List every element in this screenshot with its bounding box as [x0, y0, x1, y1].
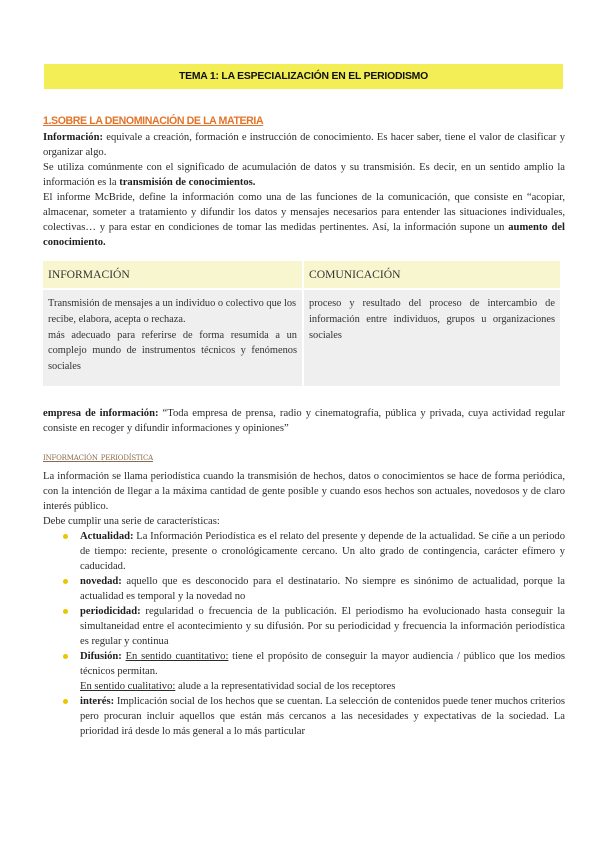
paragraph-text: Se utiliza comúnmente con el significado de acumulación de datos y su transmisión. Es decir, en un sentido amplio la información es la — [43, 162, 565, 188]
paragraph-text: “Toda empresa de prensa, radio y cinematografía, pública y privada, cuya actividad regular consiste en recoger y difundir informaciones y opiniones” — [43, 408, 565, 434]
bold-phrase: aumento del conocimiento. — [43, 222, 565, 248]
section-heading-2: información periodística — [43, 452, 153, 463]
paragraph-transmision — [43, 160, 565, 190]
bullet-icon — [63, 654, 68, 659]
paragraph-intro: La información se llama periodística cuando la transmisión de hechos, datos o conocimientos se hace de forma periódica, con la intención de llegar a la máxima cantidad de gente posible y cuando esos hechos son actuales, novedosos y de claro interés público. — [43, 471, 565, 512]
term-empresa: empresa de información: — [43, 408, 159, 419]
table-header-row — [43, 261, 560, 288]
bullet-icon — [63, 534, 68, 539]
features-list — [43, 529, 565, 679]
document-body — [43, 114, 565, 739]
item-text: tiene el propósito de conseguir la mayor audiencia / público que los medios técnicos permitan. — [80, 651, 565, 677]
paragraph-intro2: Debe cumplir una serie de características: — [43, 516, 220, 527]
cell-line: Transmisión de mensajes a un individuo o colectivo que los recibe, elabora, acepta o rechaza. — [48, 298, 297, 325]
item-term: Difusión: — [80, 651, 122, 662]
term-informacion: Información: — [43, 132, 104, 143]
list-item-difusion — [43, 649, 565, 679]
document-title: TEMA 1: LA ESPECIALIZACIÓN EN EL PERIODISMO — [44, 64, 563, 89]
item-term: interés: — [80, 696, 115, 707]
bullet-icon — [63, 609, 68, 614]
item-term: novedad: — [80, 576, 122, 587]
bold-phrase: transmisión de conocimientos. — [119, 177, 256, 188]
list-item-interes — [43, 694, 565, 739]
item-term: periodicidad: — [80, 606, 141, 617]
paragraph-text: equivale a creación, formación e instrucción de conocimiento. Es hacer saber, tiene el valor de clasificar y organizar algo. — [43, 132, 565, 158]
item-text: alude a la representatividad social de los receptores — [175, 681, 396, 692]
table-cell-comunicacion: proceso y resultado del proceso de intercambio de información entre individuos, grupos u organizaciones sociales — [304, 290, 560, 386]
list-item-actualidad — [43, 529, 565, 574]
paragraph-mcbride — [43, 190, 565, 250]
table-header-comunicacion: COMUNICACIÓN — [304, 261, 560, 288]
paragraph-empresa — [43, 406, 565, 436]
table-row — [43, 290, 560, 386]
item-text: Implicación social de los hechos que se cuentan. La selección de contenidos puede tener muchos criterios pero procuran incluir aquellos que están más cercanos a las necesidades y expectativas de la sociedad. La prioridad irá desde lo más general a lo más particular — [80, 696, 565, 737]
features-list-2 — [43, 694, 565, 739]
bullet-icon — [63, 579, 68, 584]
bullet-icon — [63, 699, 68, 704]
item-underline: En sentido cualitativo: — [80, 681, 176, 692]
paragraph-informacion — [43, 130, 565, 160]
list-item-periodicidad — [43, 604, 565, 649]
item-text: La Información Periodística es el relato del presente y depende de la actualidad. Se ciñe a un periodo de tiempo: reciente, presente o cronológicamente cercano. Un alto grado de contingencia, carácter efímero y caducidad. — [80, 531, 565, 572]
list-item-novedad — [43, 574, 565, 604]
item-underline: En sentido cuantitativo: — [125, 651, 229, 662]
item-text: aquello que es desconocido para el destinatario. No siempre es sinónimo de actualidad, porque la actualidad es temporal y la novedad no — [80, 576, 565, 602]
table-header-informacion: INFORMACIÓN — [43, 261, 302, 288]
comparison-table — [41, 261, 562, 386]
item-term: Actualidad: — [80, 531, 134, 542]
paragraph-cualitativo — [43, 679, 565, 694]
table-cell-informacion — [43, 290, 302, 386]
section-heading-1: 1.SOBRE LA DENOMINACIÓN DE LA MATERIA — [43, 115, 264, 127]
cell-line: más adecuado para referirse de forma resumida a un complejo mundo de instrumentos técnicos y fenómenos sociales — [48, 329, 297, 373]
paragraph-text: El informe McBride, define la información como una de las funciones de la comunicación, que consiste en “acopiar, almacenar, someter a tratamiento y difundir los datos y mensajes necesarios para entender las situaciones individuales, colectivas… y para estar en condiciones de tomar las medidas pertinentes. Así, la información supone un — [43, 192, 565, 233]
item-text: regularidad o frecuencia de la publicación. El periodismo ha evolucionado hasta conseguir la simultaneidad entre el acontecimiento y su difusión. Por su periodicidad y frecuencia la información periodística es regular y continua — [80, 606, 565, 647]
